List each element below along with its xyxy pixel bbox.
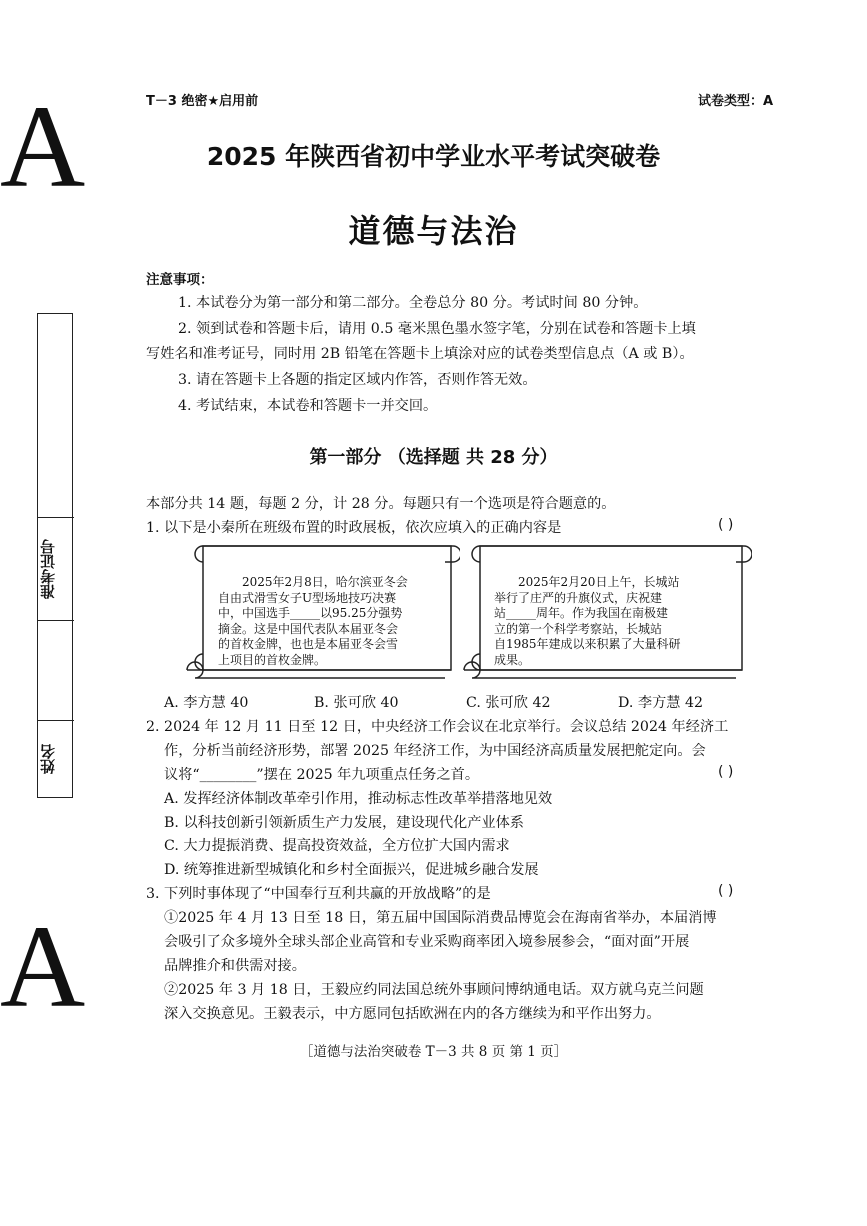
option-c: C. 大力提振消费、提高投资效益，全方位扩大国内需求 — [164, 838, 510, 854]
exam-id-label: 准考证号 — [39, 539, 57, 599]
section-intro: 本部分共 14 题，每题 2 分，计 28 分。每题只有一个选项是符合题意的。 — [146, 496, 616, 512]
option-c: C. 张可欣 42 — [466, 695, 551, 711]
notice-title: 注意事项： — [146, 272, 214, 288]
subject-title: 道德与法治 — [348, 212, 519, 250]
question-2-line: 2. 2024 年 12 月 11 日至 12 日，中央经济工作会议在北京举行。会议总结 2024 年经济工 — [146, 719, 729, 735]
notice-item: 4. 考试结束，本试卷和答题卡一并交回。 — [178, 398, 438, 414]
header-right: 试卷类型：A — [697, 94, 773, 109]
section-title: 第一部分 （选择题 共 28 分） — [309, 447, 558, 468]
name-label: 姓名 — [39, 744, 57, 774]
question-3-line: ②2025 年 3 月 18 日，王毅应约同法国总统外事顾问博纳通电话。双方就乌克兰问题 — [164, 982, 704, 998]
header-left: T－3 绝密★启用前 — [146, 94, 259, 109]
option-d: D. 统筹推进新型城镇化和乡村全面振兴，促进城乡融合发展 — [164, 862, 539, 878]
sidebar-divider — [37, 620, 74, 621]
question-3-line: ①2025 年 4 月 13 日至 18 日，第五届中国国际消费品博览会在海南省举办，本届消博 — [164, 910, 717, 926]
option-d: D. 李方慧 42 — [618, 695, 704, 711]
question-2-line: 作，分析当前经济形势，部署 2025 年经济工作，为中国经济高质量发展把舵定向。会 — [164, 743, 706, 759]
page-footer: ［道德与法治突破卷 T－3 共 8 页 第 1 页］ — [299, 1044, 568, 1060]
news-board-left-text: 2025年2月8日，哈尔滨亚冬会 自由式滑雪女子U型场地技巧决赛 中，中国选手_____以95.25分强势 摘金。这是中国代表队本届亚冬会 的首枚金牌，也也是本届亚冬会雪 上项目的首枚金牌。 — [218, 575, 408, 667]
question-3-line: 会吸引了众多境外全球头部企业高管和专业采购商率团入境参展参会，“面对面”开展 — [164, 934, 690, 950]
question-3-stem: 3. 下列时事体现了“中国奉行互利共赢的开放战略”的是 — [146, 886, 491, 902]
question-1-stem: 1. 以下是小秦所在班级布置的时政展板，依次应填入的正确内容是 — [146, 520, 562, 536]
question-2-line: 议将“________”摆在 2025 年九项重点任务之首。 — [164, 767, 480, 783]
question-3-line: 品牌推介和供需对接。 — [164, 958, 306, 974]
paper-type-letter-bottom: A — [0, 901, 86, 1032]
question-3-line: 深入交换意见。王毅表示，中方愿同包括欧洲在内的各方继续为和平作出努力。 — [164, 1006, 661, 1022]
answer-paren: ( ) — [718, 883, 734, 899]
option-a: A. 发挥经济体制改革牵引作用，推动标志性改革举措落地见效 — [164, 791, 553, 807]
notice-item: 1. 本试卷分为第一部分和第二部分。全卷总分 80 分。考试时间 80 分钟。 — [178, 295, 648, 311]
exam-title: 2025 年陕西省初中学业水平考试突破卷 — [206, 142, 661, 171]
notice-item: 2. 领到试卷和答题卡后，请用 0.5 毫米黑色墨水签字笔，分别在试卷和答题卡上填 — [178, 321, 696, 337]
option-b: B. 张可欣 40 — [314, 695, 399, 711]
option-b: B. 以科技创新引领新质生产力发展，建设现代化产业体系 — [164, 815, 524, 831]
notice-item: 3. 请在答题卡上各题的指定区域内作答，否则作答无效。 — [178, 372, 537, 388]
notice-item: 写姓名和准考证号，同时用 2B 铅笔在答题卡上填涂对应的试卷类型信息点（A 或 B）。 — [146, 346, 694, 362]
option-a: A. 李方慧 40 — [164, 695, 249, 711]
answer-paren: ( ) — [718, 517, 734, 533]
paper-type-letter-top: A — [0, 81, 86, 212]
answer-paren: ( ) — [718, 764, 734, 780]
sidebar-divider — [37, 517, 74, 518]
sidebar-divider — [37, 720, 74, 721]
news-board-right-text: 2025年2月20日上午，长城站 举行了庄严的升旗仪式，庆祝建 站_____周年。作为我国在南极建 立的第一个科学考察站，长城站 自1985年建成以来积累了大量科研 成果。 — [494, 575, 681, 667]
